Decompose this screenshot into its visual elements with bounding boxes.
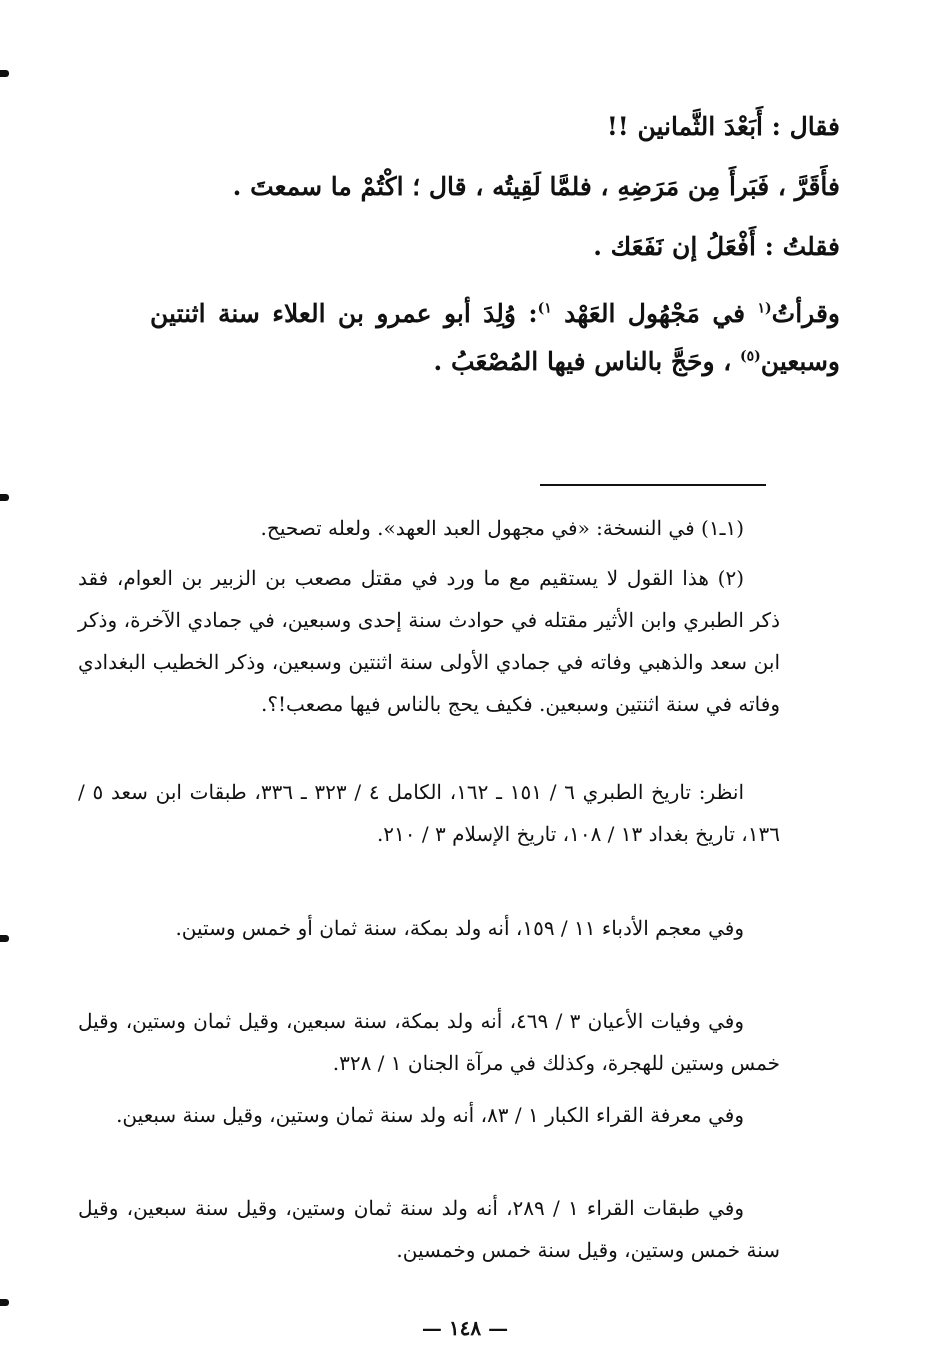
para-text-b: في مَجْهُول العَهْد <box>551 299 758 328</box>
footnote-2: (٢) هذا القول لا يستقيم مع ما ورد في مقتل مصعب بن الزبير بن العوام، فقد ذكر الطبري وابن الأثير مقتله في حوادث سنة إحدى وسبعين، في جمادي الآخرة، وذكر ابن سعد والذهبي وفاته في جمادي الأولى سنة اثنتين وسبعين، وذكر الخطيب البغدادي وفاته في سنة اثنتين وسبعين. فكيف يحج بالناس فيها مصعب!؟. <box>78 566 780 716</box>
footnote-1: (١ـ١) في النسخة: «في مجهول العبد العهد». ولعله تصحيح. <box>260 516 744 540</box>
footnote-ref-1: (١ <box>757 300 772 317</box>
main-line-2: فأَقَرَّ ، فَبَرأَ مِن مَرَضِهِ ، فلمَّا لَقِيتُه ، قال ؛ اكْتُمْ ما سمعتَ . <box>232 172 840 201</box>
scan-mark-2 <box>0 494 9 501</box>
footnote-7: وفي طبقات القراء ١ / ٢٨٩، أنه ولد سنة ثمان وستين، وقيل سنة سبعين، وقيل سنة خمس وستين، وقيل سنة خمس وخمسين. <box>78 1196 780 1262</box>
main-line-3: فقلتُ : أَفْعَلُ إن نَفَعَك . <box>593 232 840 261</box>
main-paragraph <box>150 290 840 386</box>
para-text-a: وقرأتُ <box>771 299 840 328</box>
scan-mark-4 <box>0 1299 9 1306</box>
footnote-5: وفي وفيات الأعيان ٣ / ٤٦٩، أنه ولد بمكة، سنة سبعين، وقيل ثمان وستين، وقيل خمس وستين للهجرة، وكذلك في مرآة الجنان ١ / ٣٢٨. <box>78 1009 780 1075</box>
footnote-4: وفي معجم الأدباء ١١ / ١٥٩، أنه ولد بمكة، سنة ثمان أو خمس وستين. <box>175 916 744 940</box>
footnote-separator <box>540 484 766 486</box>
para-text-d: ، وحَجَّ بالناس فيها المُصْعَبُ . <box>433 347 741 376</box>
main-line-1: فقال : أَبَعْدَ الثَّمانين !! <box>606 112 840 141</box>
footnote-6: وفي معرفة القراء الكبار ١ / ٨٣، أنه ولد سنة ثمان وستين، وقيل سنة سبعين. <box>116 1103 744 1127</box>
footnote-ref-1-close: ١) <box>537 300 552 317</box>
page-number: — ١٤٨ — <box>421 1316 509 1340</box>
footnote-ref-5: (٥) <box>740 348 761 365</box>
footnote-3: انظر: تاريخ الطبري ٦ / ١٥١ ـ ١٦٢، الكامل ٤ / ٣٢٣ ـ ٣٣٦، طبقات ابن سعد ٥ / ١٣٦، تاريخ بغداد ١٣ / ١٠٨، تاريخ الإسلام ٣ / ٢١٠. <box>78 780 780 846</box>
para-text-c: : وُلِدَ أبو عمرو بن العلاء سنة اثنتين وسبعين <box>150 299 840 376</box>
scan-mark-3 <box>0 935 9 942</box>
scan-mark-1 <box>0 70 9 77</box>
